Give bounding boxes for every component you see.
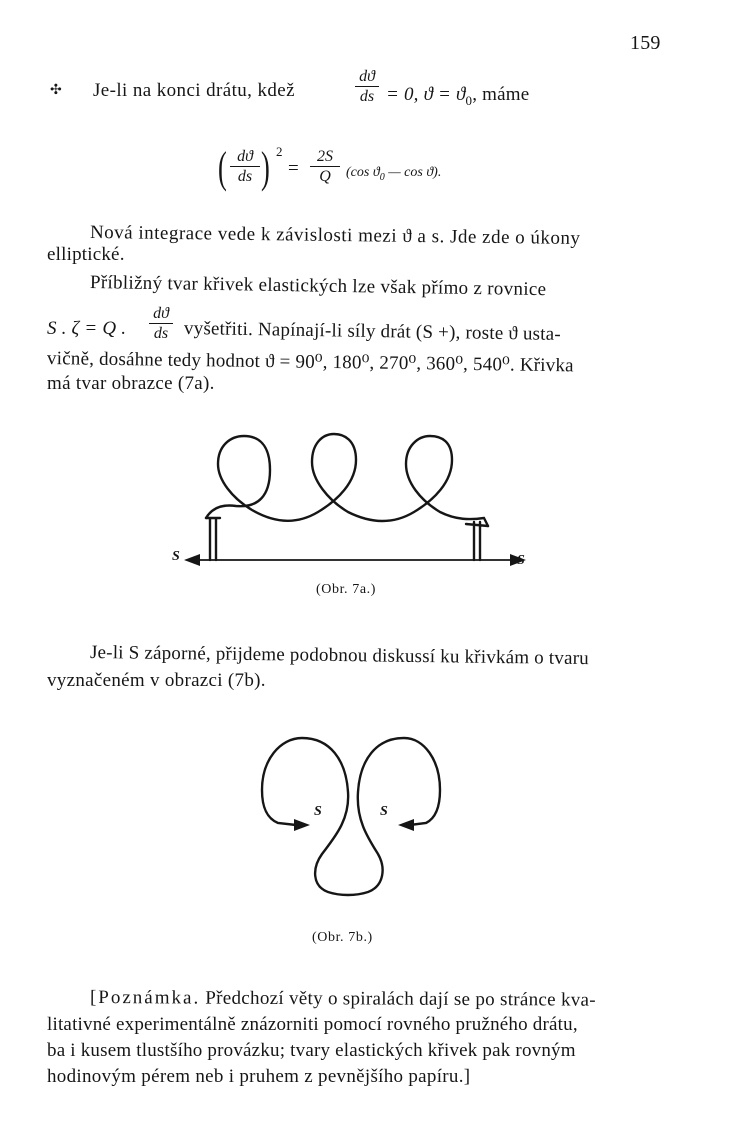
fraction-denominator: ds (359, 88, 375, 105)
para3-line1: Je-li S záporné, přijdeme podobnou diskussí ku křivkám o tvaru (89, 642, 590, 670)
arrow-left-icon (294, 819, 310, 831)
display-equation (218, 140, 508, 200)
left-paren: ( (218, 143, 227, 192)
exponent: 2 (276, 144, 283, 159)
rhs-fraction (310, 148, 340, 185)
lhs-bar (230, 166, 260, 167)
lhs-numerator: dϑ (237, 148, 253, 165)
para2-line2: vyšetřiti. Napínají-li síly drát (S +), roste ϑ usta- (183, 318, 562, 345)
para2-equation: S . ζ = Q . (47, 318, 127, 339)
para2-line3: vičně, dosáhne tedy hodnot ϑ = 90⁰, 180⁰, 270⁰, 360⁰, 540⁰. Křivka (46, 348, 574, 377)
condition-subscript: 0 (465, 92, 473, 108)
fraction-bar (149, 323, 173, 324)
right-paren: ) (261, 143, 270, 192)
note-line1-text: Předchozí věty o spiralách dají se po stránce kva- (205, 987, 596, 1011)
lhs-fraction (230, 148, 260, 185)
para2-fraction (149, 305, 173, 342)
line1-condition (386, 84, 529, 112)
lhs-denominator: ds (237, 168, 253, 185)
expr-subscript: 0 (379, 171, 385, 183)
force-label-right: S (380, 804, 388, 819)
note-line3: ba i kusem tlustšího provázku; tvary elastických křivek pak rovným (47, 1040, 576, 1061)
expr-part-a: (cos ϑ (346, 165, 380, 180)
note-heading: [Poznámka. (89, 987, 201, 1009)
expr-part-b: — cos ϑ). (384, 165, 442, 180)
line1-fraction (355, 68, 379, 105)
clamp-left (206, 518, 220, 560)
equals-sign: = (288, 158, 299, 179)
para3-line2: vyznačeném v obrazci (7b). (47, 670, 266, 691)
force-label-left: S (314, 804, 322, 819)
force-label-left: S (172, 549, 180, 564)
page-number: 159 (630, 32, 661, 54)
fraction-bar (355, 86, 379, 87)
ornament-marker: ✣ (50, 83, 62, 98)
condition-text: = 0, ϑ = ϑ (386, 84, 466, 105)
note-line4: hodinovým pérem neb i pruhem z pevnějšího papíru.] (47, 1066, 471, 1087)
rhs-denominator: Q (319, 168, 331, 185)
figure-7a (0, 420, 746, 600)
arrow-right-icon (398, 819, 414, 831)
para2-line1: Příbližný tvar křivek elastických lze však přímo z rovnice (89, 272, 547, 301)
curve-7b-figure (262, 738, 440, 895)
para1-line2: elliptické. (47, 244, 125, 265)
para2-line4: má tvar obrazce (7a). (47, 373, 215, 394)
clamp-right (466, 522, 488, 560)
arrow-left-icon (184, 554, 200, 566)
figure-7b (0, 720, 746, 920)
fraction-denominator: ds (153, 325, 169, 342)
rhs-numerator: 2S (317, 148, 333, 165)
condition-tail: , máme (472, 84, 530, 105)
curve-7a-loops (206, 434, 488, 526)
force-label-right: S (517, 553, 525, 568)
figure-7b-caption: (Obr. 7b.) (312, 930, 373, 945)
fraction-numerator: dϑ (359, 68, 375, 85)
rhs-expression (346, 165, 441, 183)
line1-text: Je-li na konci drátu, kdež (93, 80, 295, 101)
para1-line1: Nová integrace vede k závislosti mezi ϑ a s. Jde zde o úkony (89, 222, 581, 249)
rhs-bar (310, 166, 340, 167)
fraction-numerator: dϑ (153, 305, 169, 322)
note-line2: litativné experimentálně znázorniti pomocí rovného pružného drátu, (47, 1014, 578, 1035)
figure-7a-caption: (Obr. 7a.) (316, 582, 377, 597)
note-line1 (90, 987, 596, 1012)
